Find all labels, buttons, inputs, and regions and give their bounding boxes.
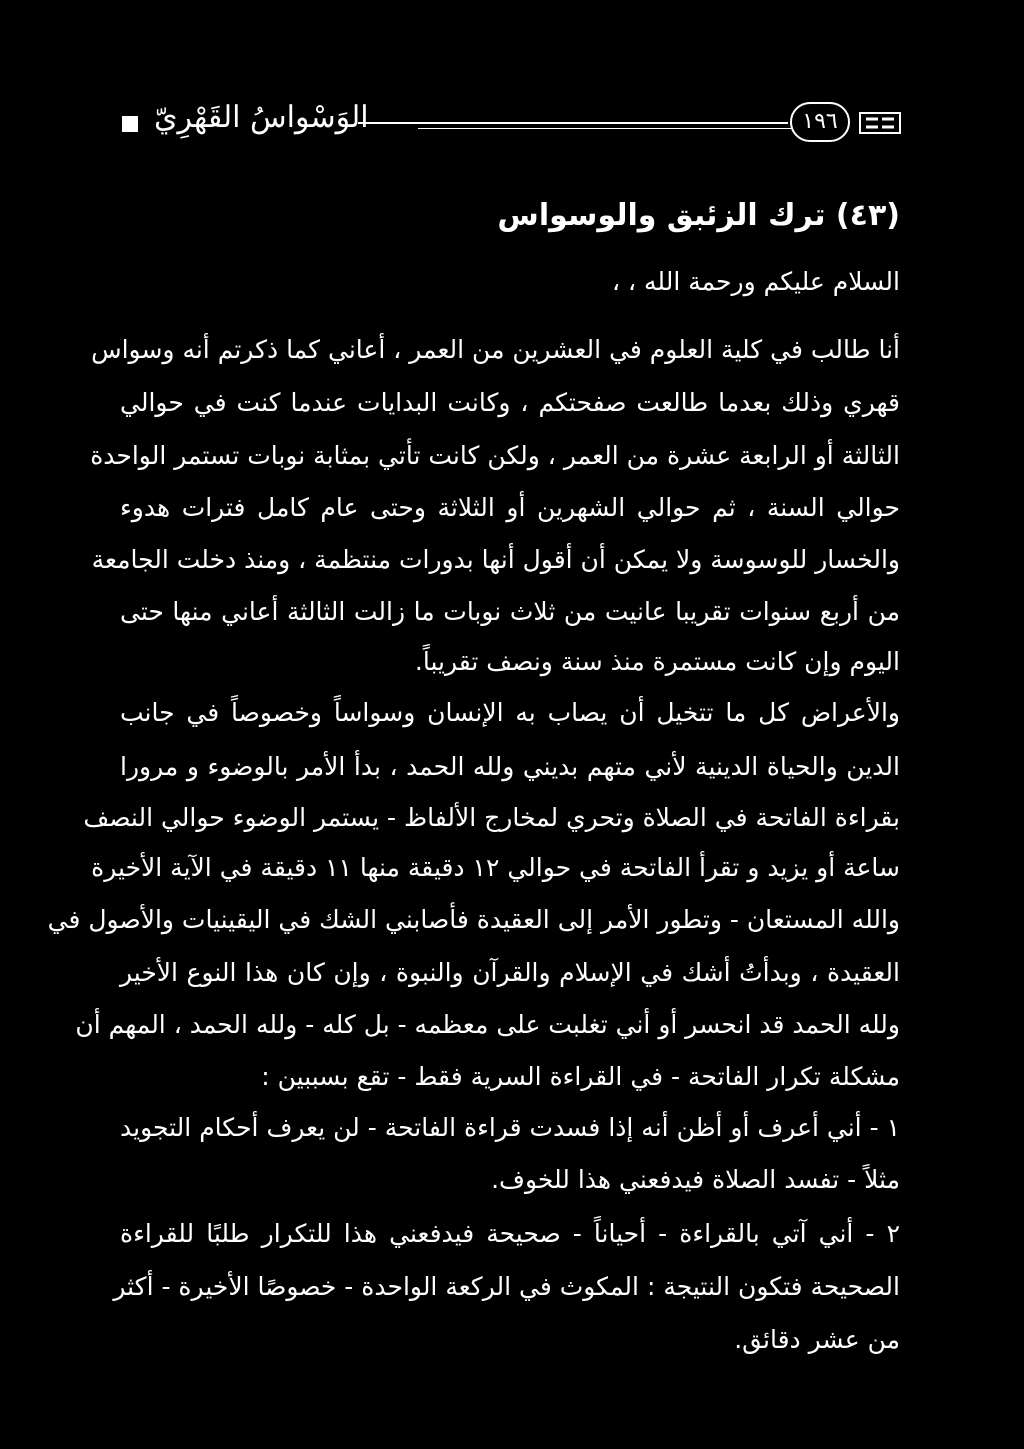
header-divider [358, 122, 788, 124]
body-line: الثالثة أو الرابعة عشرة من العمر ، ولكن كانت تأتي بمثابة نوبات تستمر الواحدة [90, 441, 900, 470]
list-item-2-end: من عشر دقائق. [734, 1325, 900, 1354]
page-number: ١٩٦ [790, 102, 850, 142]
running-title: الوَسْواسُ القَهْرِيّ [154, 100, 369, 135]
ornament-icon [858, 110, 902, 136]
greeting-line: السلام عليكم ورحمة الله ، ، [611, 267, 900, 296]
body-line: بقراءة الفاتحة في الصلاة وتحري لمخارج الألفاظ - يستمر الوضوء حوالي النصف [83, 803, 900, 832]
running-header [118, 92, 908, 152]
body-line: من أربع سنوات تقريبا عانيت من ثلاث نوبات ما زالت الثالثة أعاني منها حتى [120, 597, 900, 626]
body-line: حوالي السنة ، ثم حوالي الشهرين أو الثلاثة وحتى عام كامل فترات هدوء [120, 493, 900, 522]
body-line: والأعراض كل ما تتخيل أن يصاب به الإنسان وسواساً وخصوصاً في جانب [120, 698, 900, 727]
list-item-2-cont: الصحيحة فتكون النتيجة : المكوث في الركعة الواحدة - خصوصًا الأخيرة - أكثر [113, 1272, 900, 1301]
square-bullet-icon [122, 116, 138, 132]
body-line: أنا طالب في كلية العلوم في العشرين من العمر ، أعاني كما ذكرتم أنه وسواس [91, 335, 900, 364]
body-line: والخسار للوسوسة ولا يمكن أن أقول أنها بدورات منتظمة ، ومنذ دخلت الجامعة [91, 545, 900, 574]
body-line: قهري وذلك بعدما طالعت صفحتكم ، وكانت البدايات عندما كنت في حوالي [120, 388, 900, 417]
list-item-1: ١ - أني أعرف أو أظن أنه إذا فسدت قراءة الفاتحة - لن يعرف أحكام التجويد [120, 1113, 900, 1142]
body-line: ساعة أو يزيد و تقرأ الفاتحة في حوالي ١٢ دقيقة منها ١١ دقيقة في الآية الأخيرة [91, 853, 900, 882]
body-line: مشكلة تكرار الفاتحة - في القراءة السرية فقط - تقع بسببين : [261, 1062, 900, 1091]
body-line: والله المستعان - وتطور الأمر إلى العقيدة فأصابني الشك في اليقينيات والأصول في [47, 905, 900, 934]
body-line: ولله الحمد قد انحسر أو أني تغلبت على معظمه - بل كله - ولله الحمد ، المهم أن [75, 1010, 900, 1039]
body-line: الدين والحياة الدينية لأني متهم بديني ولله الحمد ، بدأ الأمر بالوضوء و مرورا [120, 752, 900, 781]
body-line: اليوم وإن كانت مستمرة منذ سنة ونصف تقريباً. [414, 647, 900, 676]
body-line: العقيدة ، وبدأتُ أشك في الإسلام والقرآن والنبوة ، وإن كان هذا النوع الأخير [120, 958, 900, 987]
section-title: (٤٣) ترك الزئبق والوسواس [497, 198, 900, 233]
header-divider-secondary [418, 128, 798, 129]
list-item-1-cont: مثلاً - تفسد الصلاة فيدفعني هذا للخوف. [491, 1165, 900, 1194]
list-item-2: ٢ - أني آتي بالقراءة - أحياناً - صحيحة فيدفعني هذا للتكرار طلبًا للقراءة [120, 1219, 900, 1248]
